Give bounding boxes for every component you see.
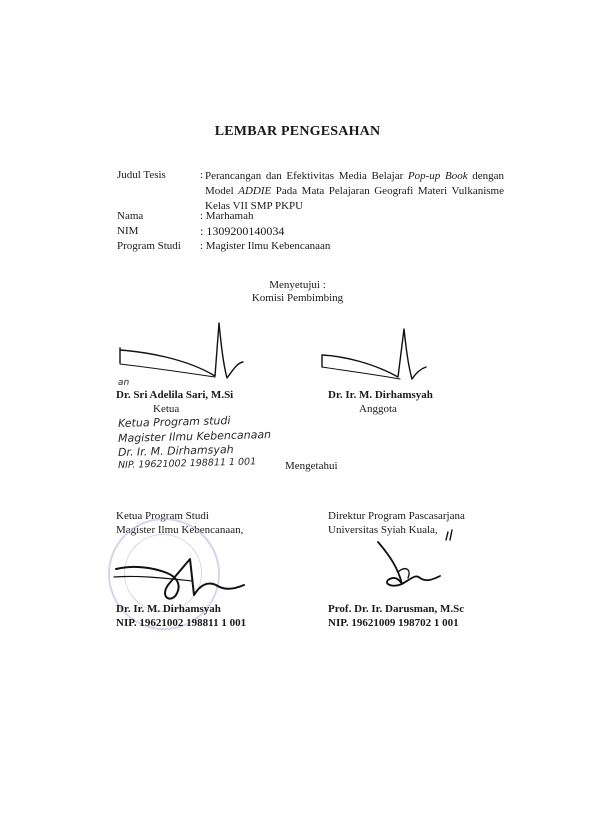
left-block-line1: Ketua Program Studi — [116, 510, 209, 522]
komisi-label: Komisi Pembimbing — [251, 292, 344, 304]
prodi-label: Program Studi — [117, 240, 181, 252]
thesis-title — [205, 169, 504, 214]
judul-colon: : — [200, 169, 204, 181]
thesis-title-italic: Pop-up Book — [407, 170, 468, 182]
left-block-nip: NIP. 19621002 198811 1 001 — [116, 617, 247, 629]
thesis-title-part: Pada Mata Pelajaran Geografi Materi Vulkanisme Kelas VII SMP PKPU — [205, 185, 504, 212]
thesis-title-part: dengan Model — [205, 170, 505, 197]
signer1-name: Dr. Sri Adelila Sari, M.Si — [116, 389, 234, 401]
left-block-line2: Magister Ilmu Kebencanaan, — [116, 524, 244, 536]
judul-label: Judul Tesis — [117, 169, 166, 181]
signature-ketua-icon — [115, 318, 250, 388]
nim-value: : 1309200140034 — [200, 224, 285, 238]
right-block-nip: NIP. 19621009 198702 1 001 — [328, 617, 459, 629]
nama-label: Nama — [117, 210, 144, 222]
handwritten-line3: Dr. Ir. M. Dirhamsyah — [117, 442, 234, 459]
right-block-name: Prof. Dr. Ir. Darusman, M.Sc — [328, 603, 465, 615]
thesis-title-part: Perancangan dan Efektivitas Media Belajar — [205, 170, 408, 182]
handwritten-line2: Magister Ilmu Kebencanaan — [117, 427, 272, 445]
thesis-title-italic: ADDIE — [238, 185, 272, 197]
signer1-role: Ketua — [153, 403, 180, 415]
prodi-value: : Magister Ilmu Kebencanaan — [200, 240, 331, 252]
left-block-name: Dr. Ir. M. Dirhamsyah — [116, 603, 221, 615]
page-title: LEMBAR PENGESAHAN — [214, 124, 381, 139]
right-block-line1: Direktur Program Pascasarjana — [328, 510, 465, 522]
signer2-name: Dr. Ir. M. Dirhamsyah — [328, 389, 433, 401]
nama-value: : Marhamah — [200, 210, 254, 222]
signature-anggota-icon — [318, 325, 428, 390]
nim-label: NIM — [117, 225, 139, 237]
handwritten-line1: Ketua Program studi — [117, 414, 231, 430]
mengetahui-label: Mengetahui — [285, 460, 338, 472]
handwritten-line4: NIP. 19621002 198811 1 001 — [117, 456, 257, 471]
right-block-line2: Universitas Syiah Kuala, — [328, 524, 438, 536]
signature-direktur-icon — [368, 522, 458, 604]
signer2-role: Anggota — [359, 403, 397, 415]
signer1-initial: an — [117, 377, 130, 388]
menyetujui-label: Menyetujui : — [269, 279, 326, 291]
